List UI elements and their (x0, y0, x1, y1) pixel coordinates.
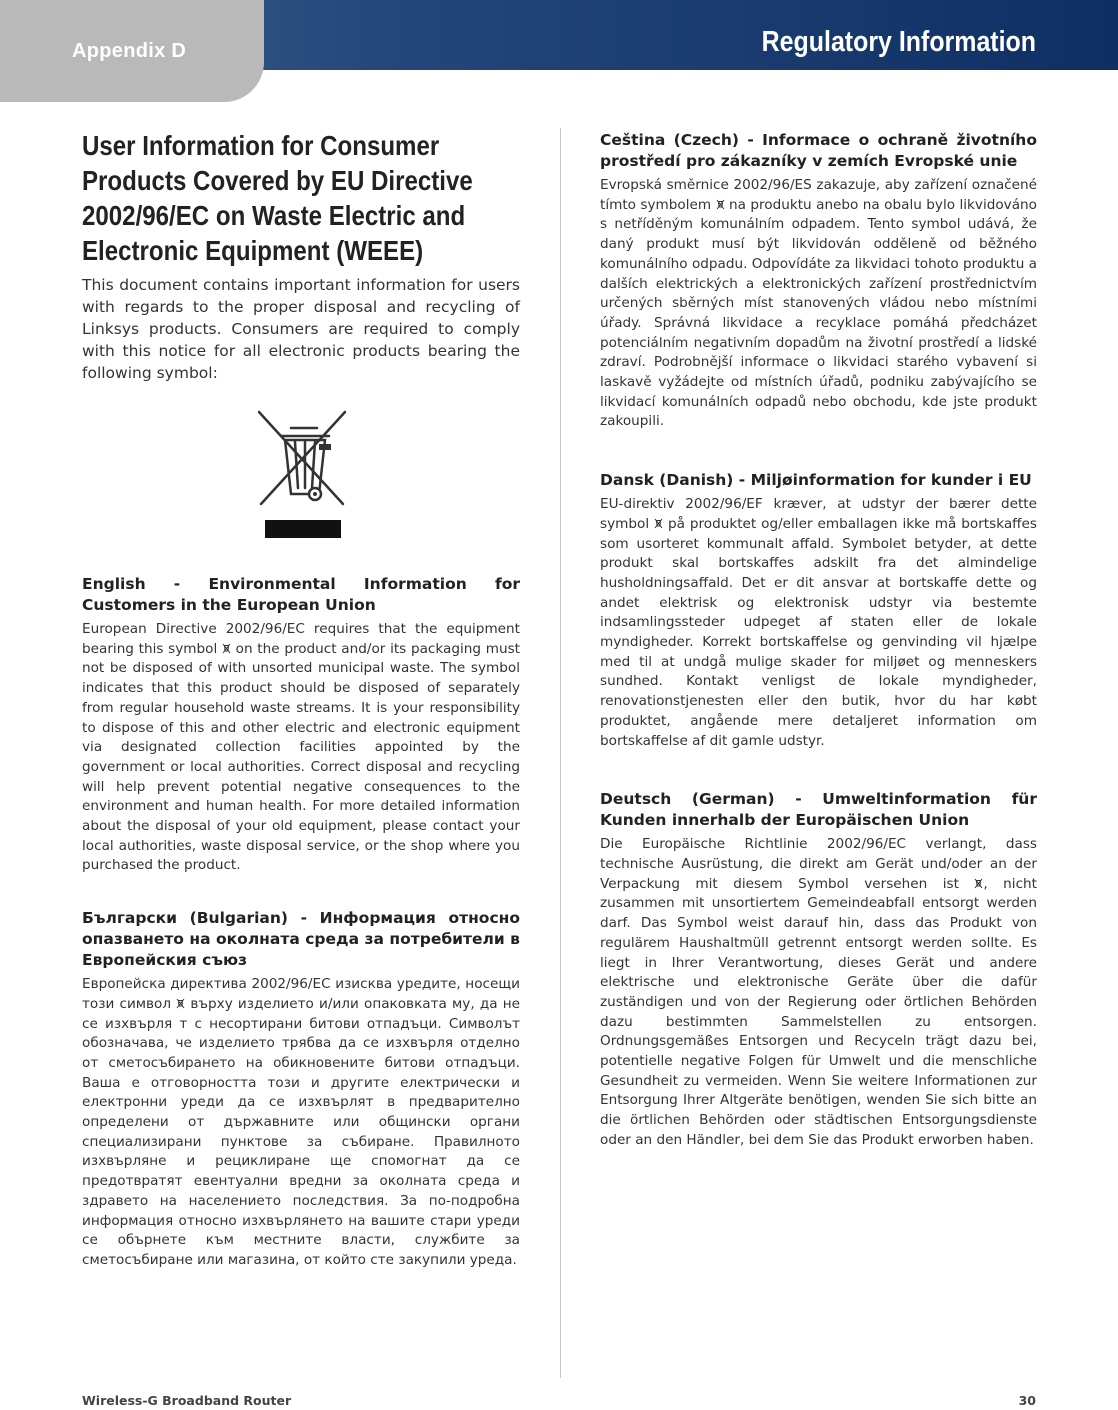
section-heading: English - Environmental Information for Customers in the European Union (82, 575, 520, 614)
section-title: Regulatory Information (761, 26, 1036, 58)
section-heading: Ceština (Czech) - Informace o ochraně životního prostředí pro zákazníky v zemích Evropské unie (600, 131, 1037, 170)
footer-product-name: Wireless-G Broadband Router (82, 1393, 292, 1408)
section-heading: Dansk (Danish) - Miljøinformation for kunder i EU (600, 471, 1032, 490)
intro-paragraph: This document contains important information for users with regards to the proper disposal and recycling of Linksys products. Consumers are required to comply with this notice for all electronic products bearing the following symbol: (82, 276, 520, 382)
weee-mini-icon (222, 643, 231, 654)
section-german (600, 789, 1037, 1150)
weee-mini-icon (654, 518, 663, 529)
section-heading: Български (Bulgarian) - Информация относно опазването на околната среда за потребители в Европейския съюз (82, 909, 520, 970)
weee-mini-icon (716, 199, 725, 210)
section-danish (600, 470, 1037, 751)
section-bulgarian (82, 908, 520, 1271)
weee-crossed-bin-icon (257, 410, 353, 540)
section-body: European Directive 2002/96/EC requires that the equipment bearing this symbol on the product and/or its packaging must not be disposed of with unsorted municipal waste. The symbol indicates that this product should be disposed of separately from regular household waste streams. It is your responsibility to dispose of this and other electric and electronic equipment via designated collection facilities appointed by the government or local authorities. Correct disposal and recycling will help prevent potential negative consequences to the environment and human health. For more detailed information about the disposal of your old equipment, please contact your local authorities, waste disposal service, or the shop where you purchased the product. (82, 621, 520, 874)
section-body: EU-direktiv 2002/96/EF kræver, at udstyr der bærer dette symbol på produktet og/eller emballagen ikke må bortskaffes som usorteret kommunalt affald. Symbolet betyder, at dette produkt skal bortskaffes adskilt fra det almindelige husholdningsaffald. Det er dit ansvar at bortskaffe dette og andet elektrisk og elektronisk udstyr via bestemte indsamlingssteder udpeget af staten eller de lokale myndigheder. Korrekt bortskaffelse og genvinding vil hjælpe med til at undgå mulige skader for miljøet og menneskers sundhed. Kontakt venligst de lokale myndigheder, renovationstjenesten eller den butik, hvor du har købt produktet, angående mere detaljeret information om bortskaffelse af dit gamle udstyr. (600, 496, 1037, 749)
section-body: Европейска директива 2002/96/EC изисква уредите, носещи този символ върху изделието и/или опаковката му, да не се изхвърля т с несортирани битови отпадъци. Символът обозначава, че изделието трябва да се изхвърля отделно от сметосъбирането на обикновените битови отпадъци. Ваша е отговорността този и другите електрически и електронни уреди да се изхвърлят в предварително определени от държавните или общински органи специализирани пунктове за събиране. Правилното изхвърляне и рециклиране ще спомогнат да се предотвратят евентуални вредни за околната среда и здравето на населението последствия. За по-подробна информация относно изхвърлянето на вашите стари уреди се обърнете към местните власти, службите за сметосъбиране или магазина, от който сте закупили уреда. (82, 976, 520, 1268)
section-body: Evropská směrnice 2002/96/ES zakazuje, aby zařízení označené tímto symbolem na produktu anebo na obalu bylo likvidováno s netříděným komunálním odpadem. Tento symbol udává, že daný produkt musí být likvidován odděleně od běžného komunálního odpadu. Odpovídáte za likvidaci tohoto produktu a dalších elektrických a elektronických zařízení prostřednictvím určených sběrných míst stanovených vládou nebo místními úřady. Správná likvidace a recyklace pomáhá předcházet potenciálním negativním dopadům na životní prostředí a lidské zdraví. Podrobnější informace o likvidaci starého vybavení si laskavě vyžádejte od místních úřadů, podniku zabývajícího se likvidací komunálních odpadů nebo obchodu, kde jste produkt zakoupili. (600, 177, 1037, 430)
weee-mini-icon (176, 998, 185, 1009)
section-czech (600, 130, 1037, 432)
appendix-tab (0, 0, 264, 102)
section-heading: Deutsch (German) - Umweltinformation für Kunden innerhalb der Europäischen Union (600, 790, 1037, 830)
appendix-label: Appendix D (72, 40, 187, 62)
left-column (82, 128, 520, 1271)
right-column (600, 130, 1037, 1151)
footer-page-number: 30 (1018, 1393, 1036, 1408)
section-english (82, 574, 520, 876)
page-title: User Information for Consumer Products Covered by EU Directive 2002/96/EC on Waste Electric and Electronic Equipment (WEEE) (82, 130, 473, 266)
column-divider (560, 128, 561, 1378)
section-body: Die Europäische Richtlinie 2002/96/EC verlangt, dass technische Ausrüstung, die direkt am Gerät und/oder an der Verpackung mit diesem Symbol versehen ist , nicht zusammen mit unsortiertem Gemeindeabfall entsorgt werden darf. Das Symbol weist darauf hin, dass das Produkt von regulärem Haushaltmüll getrennt entsorgt werden sollte. Es liegt in Ihrer Verantwortung, dieses Gerät und andere elektrische und elektronische Geräte über die dafür zuständigen und von der Regierung oder örtlichen Behörden dazu bestimmten Sammelstellen zu entsorgen. Ordnungsgemäßes Entsorgen und Recyceln trägt dazu bei, potentielle negative Folgen für Umwelt und die menschliche Gesundheit zu vermeiden. Wenn Sie weitere Informationen zur Entsorgung Ihrer Altgeräte benötigen, wenden Sie sich bitte an die örtlichen Behörden oder städtischen Entsorgungsdienste oder an den Händler, bei dem Sie das Produkt erworben haben. (600, 836, 1037, 1148)
